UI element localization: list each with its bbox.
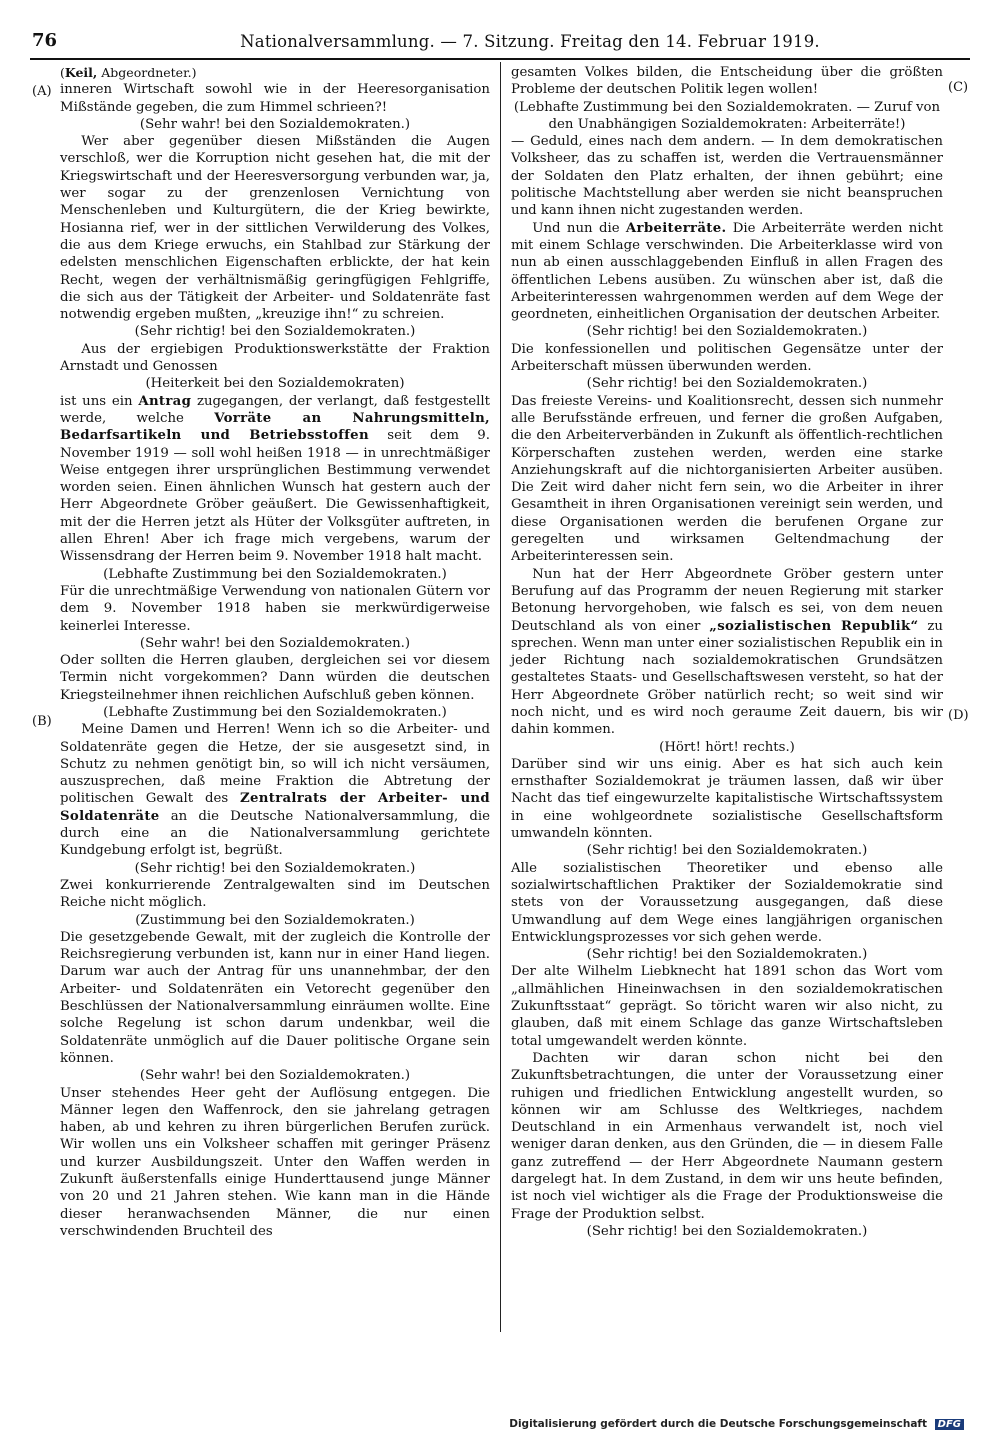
speaker-role: Abgeordneter.) — [101, 65, 197, 80]
interjection: (Sehr richtig! bei den Sozialdemokraten.) — [586, 324, 868, 340]
text-run: ist uns ein — [60, 393, 139, 409]
paragraph — [511, 566, 943, 739]
paragraph: Für die unrechtmäßige Verwendung von nationalen Gütern vor dem 9. November 1918 haben sie merkwürdigerweise keinerlei Interesse. — [60, 583, 490, 634]
paragraph: Alle sozialistischen Theoretiker und ebenso alle sozialwirtschaftlichen Praktiker der Sozialdemokratie sind stets von der Voraussetzung ausgegangen, daß diese Umwandlung auf dem Wege eines langjährigen organischen Entwicklungsprozesses vor sich gehen werde. — [511, 860, 943, 945]
paragraph — [60, 721, 490, 859]
paragraph: Wer aber gegenüber diesen Mißständen die Augen verschloß, wer die Korruption nicht gesehen hat, die mit der Kriegswirtschaft und der Heeresversorgung verbunden war, ja, wer sogar zu der grenzenlosen Vernichtung von Menschenleben und Kulturgütern, die der Krieg bewirkte, Hosianna rief, wer in der sittlichen Verwilderung des Volkes, die aus dem Kriege erwuchs, ein Stahlbad zur Stärkung der edelsten menschlichen Eigenschaften erblickte, der hat kein Recht, wegen der verhältnismäßig geringfügigen Fehlgriffe, die sich aus der Tätigkeit der Arbeiter- und Soldatenräte fast notwendig ergeben mußten, „kreuzige ihn!“ zu schreien. — [60, 134, 490, 323]
paragraph: Darüber sind wir uns einig. Aber es hat sich auch kein ernsthafter Sozialdemokrat je träumen lassen, daß wir über Nacht das tief eingewurzelte kapitalistische Wirtschaftssystem in eine wohlgeordnete sozialistische Gesellschaftsform umwandeln könnten. — [511, 756, 943, 842]
column-divider — [500, 62, 501, 1332]
paragraph: Der alte Wilhelm Liebknecht hat 1891 schon das Wort vom „allmählichen Hineinwachsen in den sozialdemokratischen Zukunftsstaat“ geprägt. So töricht waren wir also nicht, zu glauben, daß mit einem Schlage das ganze Wirtschaftsleben total umgewandelt werden könnte. — [511, 964, 943, 1049]
margin-marker-c: (C) — [948, 80, 969, 95]
paragraph — [511, 220, 943, 324]
emphasized-text: „sozialistischen Republik“ — [709, 618, 919, 634]
text-run: an die Deutsche Nationalversammlung, die durch eine an die Nationalversammlung gerichtete Kundgebung erfolgt ist, begrüßt. — [60, 808, 490, 859]
interjection: (Sehr richtig! bei den Sozialdemokraten.) — [134, 324, 416, 340]
text-run: Und nun die — [532, 220, 626, 236]
page-header — [30, 26, 970, 60]
interjection: (Sehr richtig! bei den Sozialdemokraten.) — [586, 947, 868, 963]
margin-marker-d: (D) — [948, 708, 969, 723]
interjection: (Hört! hört! rechts.) — [659, 739, 795, 755]
emphasized-text: Zentralrats der Arbeiter- und Soldatenräte — [60, 791, 490, 824]
text-run: Nun hat der Herr Abgeordnete Gröber gestern unter Berufung auf das Programm der neuen Regierung mit starker Betonung hervorgehoben, wie falsch es sei, von dem neuen Deutschland als von einer — [511, 566, 943, 634]
dfg-logo: DFG — [935, 1419, 964, 1430]
interjection: (Lebhafte Zustimmung bei den Sozialdemokraten.) — [103, 704, 447, 720]
margin-marker-a: (A) — [32, 84, 52, 99]
text-run: seit dem 9. November 1919 — soll wohl heißen 1918 — in unrechtmäßiger Weise entgegen ihrer ursprünglichen Bestimmung verwendet worden seien. Einen ähnlichen Wunsch hat gestern auch der Herr Abgeordnete Gröber geäußert. Die Gewissenhaftigkeit, mit der die Herren jetzt als Hüter der Volksgüter auftreten, in allen Ehren! Aber ich frage mich vergebens, warum der Wissensdrang der Herren beim 9. November 1918 halt macht. — [60, 428, 490, 565]
paragraph: inneren Wirtschaft sowohl wie in der Heeresorganisation Mißstände gegeben, die zum Himmel schrieen?! — [60, 82, 490, 115]
left-column — [60, 64, 490, 1240]
paragraph: Die konfessionellen und politischen Gegensätze unter der Arbeiterschaft müssen überwunden werden. — [511, 341, 943, 375]
credit-text: Digitalisierung gefördert durch die Deutsche Forschungsgemeinschaft — [509, 1418, 927, 1430]
interjection: (Lebhafte Zustimmung bei den Sozialdemokraten.) — [103, 566, 447, 582]
speaker-open-paren: ( — [60, 65, 65, 80]
text-run: zugegangen, der verlangt, daß festgestellt werde, welche — [60, 393, 490, 426]
interjection: (Sehr richtig! bei den Sozialdemokraten.) — [586, 843, 868, 859]
text-run: Meine Damen und Herren! Wenn ich so die Arbeiter- und Soldatenräte gegen die Hetze, der sie ausgesetzt sind, in Schutz zu nehmen genötigt bin, so will ich nicht versäumen, auszusprechen, daß meine Fraktion die Abtretung der politischen Gewalt des — [60, 722, 490, 807]
emphasized-text: Antrag — [138, 393, 192, 409]
paragraph: — Geduld, eines nach dem andern. — In dem demokratischen Volksheer, das zu schaffen ist, werden die Vertrauensmänner der Soldaten den Platz erhalten, der ihnen gebührt; eine politische Machtstellung aber werden sie nicht beanspruchen und kann ihnen nicht zugestanden werden. — [511, 134, 943, 219]
paragraph: Zwei konkurrierende Zentralgewalten sind im Deutschen Reiche nicht möglich. — [60, 877, 490, 911]
text-run: zu sprechen. Wenn man unter einer sozialistischen Republik ein in jeder Richtung nach sozialdemokratischen Grundsätzen gestaltetes Staats- und Gesellschaftswesen versteht, so hat der Herr Abgeordnete Gröber natürlich recht; so weit sind wir noch nicht, und es wird noch geraume Zeit dauern, bis wir dahin kommen. — [511, 618, 943, 738]
interjection: (Lebhafte Zustimmung bei den Sozialdemokraten. — Zuruf von den Unabhängigen Sozialdemokraten: Arbeiterräte!) — [513, 99, 941, 132]
paragraph: Oder sollten die Herren glauben, dergleichen sei vor diesem Termin nicht vorgekommen? Dann würden die deutschen Kriegsteilnehmer ihnen reichlichen Aufschluß geben können. — [60, 653, 490, 703]
digitization-credit — [509, 1418, 964, 1430]
paragraph: Die gesetzgebende Gewalt, mit der zugleich die Kontrolle der Reichsregierung verbunden ist, kann nur in einer Hand liegen. Darum war auch der Antrag für uns unannehmbar, der den Arbeiter- und Soldatenräten ein Vetorecht gegenüber den Beschlüssen der Nationalversammlung einräumen wollte. Eine solche Regelung ist schon darum undenkbar, weil die Soldatenräte unmöglich auf die Dauer politische Organe sein können. — [60, 929, 490, 1066]
interjection: (Sehr richtig! bei den Sozialdemokraten.) — [586, 376, 868, 392]
running-head: Nationalversammlung. — 7. Sitzung. Freitag den 14. Februar 1919. — [240, 32, 820, 51]
speaker-line — [60, 64, 490, 81]
interjection: (Sehr wahr! bei den Sozialdemokraten.) — [139, 635, 411, 651]
emphasized-text: Vorräte an Nahrungsmitteln, Bedarfsartikeln und Betriebsstoffen — [60, 410, 490, 444]
margin-marker-b: (B) — [32, 714, 52, 729]
speaker-name: Keil, — [64, 65, 98, 80]
interjection: (Sehr richtig! bei den Sozialdemokraten.) — [586, 1223, 868, 1239]
paragraph: Aus der ergiebigen Produktionswerkstätte der Fraktion Arnstadt und Genossen — [60, 341, 490, 375]
paragraph: gesamten Volkes bilden, die Entscheidung über die größten Probleme der deutschen Politik legen wollen! — [511, 65, 943, 98]
paragraph: Unser stehendes Heer geht der Auflösung entgegen. Die Männer legen den Waffenrock, den sie jahrelang getragen haben, ab und kehren zu ihren bürgerlichen Berufen zurück. Wir wollen uns ein Volksheer schaffen mit geringer Präsenz und kurzer Ausbildungszeit. Unter den Waffen werden in Zukunft äußerstenfalls einige Hunderttausend junge Männer von 20 und 21 Jahren stehen. Wie kann man in die Hände dieser heranwachsenden Männer, die nur einen verschwindenden Bruchteil des — [60, 1085, 490, 1239]
right-column — [511, 64, 943, 1240]
text-run: Die Arbeiterräte werden nicht mit einem Schlage verschwinden. Die Arbeiterklasse wird von nun ab einen ausschlaggebenden Einfluß in allen Fragen des öffentlichen Lebens ausüben. Zu wünschen aber ist, daß die Arbeiterinteressen wahrgenommen werden auf dem Wege der geordneten, einheitlichen Organisation der deutschen Arbeiter. — [511, 220, 943, 323]
emphasized-text: Arbeiterräte. — [625, 220, 727, 236]
interjection: (Heiterkeit bei den Sozialdemokraten) — [145, 376, 405, 392]
interjection: (Sehr wahr! bei den Sozialdemokraten.) — [139, 1068, 411, 1084]
interjection: (Sehr wahr! bei den Sozialdemokraten.) — [139, 116, 411, 132]
paragraph: Das freieste Vereins- und Koalitionsrecht, dessen sich nunmehr alle Berufsstände erfreuen, und ferner die großen Aufgaben, die den Arbeiterverbänden in Zukunft als öffentlich-rechtlichen Körperschaften zustehen werden, werden eine starke Anziehungskraft auf die nichtorganisierten Arbeiter ausüben. Die Zeit wird daher nicht fern sein, wo die Arbeiter in ihrer Gesamtheit in ihren Organisationen vereinigt sein werden, und diese Organisationen werden die berufenen Organe zur geregelten und wirksamen Geltendmachung der Arbeiterinteressen sein. — [511, 393, 943, 565]
interjection: (Zustimmung bei den Sozialdemokraten.) — [135, 912, 415, 928]
paragraph: Dachten wir daran schon nicht bei den Zukunftsbetrachtungen, die unter der Voraussetzung einer ruhigen und friedlichen Entwicklung angestellt wurden, so können wir am Schlusse des Weltkrieges, nachdem Deutschland in ein Armenhaus verwandelt ist, noch viel weniger daran denken, aus den Gründen, die — in diesem Falle ganz zutreffend — der Herr Abgeordnete Naumann gestern dargelegt hat. In dem Zustand, in dem wir uns heute befinden, ist noch viel wichtiger als die Frage der Produktionsweise die Frage der Produktion selbst. — [511, 1050, 943, 1222]
paragraph — [60, 393, 490, 566]
page-number: 76 — [32, 30, 58, 51]
interjection: (Sehr richtig! bei den Sozialdemokraten.) — [134, 860, 416, 876]
